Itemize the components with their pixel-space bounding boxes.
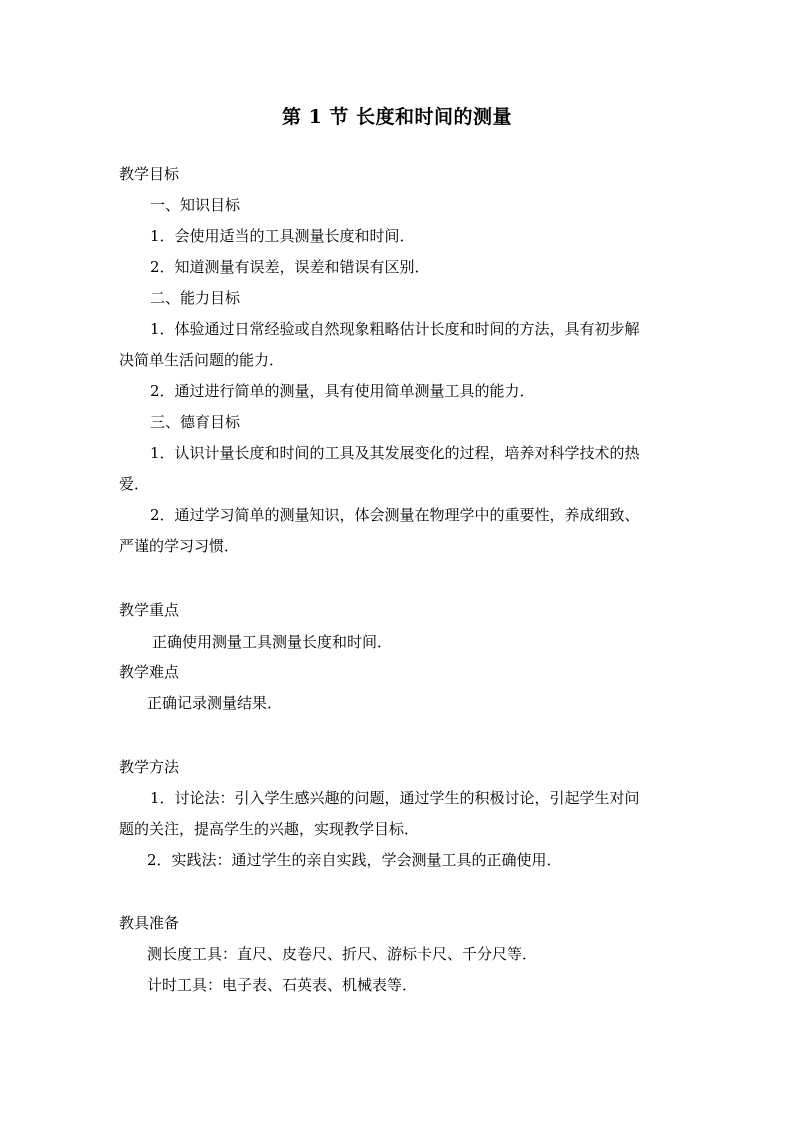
paragraph-line: 题的关注，提高学生的兴趣，实现教学目标．	[119, 820, 420, 838]
paragraph-line: 决简单生活问题的能力．	[119, 351, 285, 369]
section-heading-key-points: 教学重点	[119, 601, 180, 619]
subheading-moral: 三、德育目标	[150, 413, 241, 431]
paragraph-line: 计时工具：电子表、石英表、机械表等．	[147, 976, 418, 994]
paragraph-line: 2．实践法：通过学生的亲自实践，学会测量工具的正确使用．	[147, 851, 562, 869]
section-heading-methods: 教学方法	[119, 758, 180, 776]
paragraph-line: 正确记录测量结果．	[147, 694, 283, 712]
page-title: 第 1 节 长度和时间的测量	[281, 106, 513, 128]
section-heading-objectives: 教学目标	[119, 165, 180, 183]
paragraph-line: 2．知道测量有误差，误差和错误有区别．	[150, 258, 430, 276]
section-heading-teaching-aids: 教具准备	[119, 914, 180, 932]
section-heading-difficulties: 教学难点	[119, 663, 180, 681]
paragraph-line: 测长度工具：直尺、皮卷尺、折尺、游标卡尺、千分尺等．	[147, 945, 538, 963]
paragraph-line: 1．认识计量长度和时间的工具及其发展变化的过程，培养对科学技术的热	[150, 444, 640, 462]
paragraph-line: 1．讨论法：引入学生感兴趣的问题，通过学生的积极讨论，引起学生对问	[150, 789, 640, 807]
paragraph-line: 2．通过进行简单的测量，具有使用简单测量工具的能力．	[150, 382, 535, 400]
paragraph-line: 爱．	[119, 475, 150, 493]
paragraph-line: 1．体验通过日常经验或自然现象粗略估计长度和时间的方法，具有初步解	[150, 320, 640, 338]
paragraph-line: 正确使用测量工具测量长度和时间．	[152, 633, 393, 651]
paragraph-line: 1．会使用适当的工具测量长度和时间．	[150, 227, 415, 245]
subheading-ability: 二、能力目标	[150, 289, 241, 307]
paragraph-line: 2．通过学习简单的测量知识，体会测量在物理学中的重要性，养成细致、	[150, 506, 640, 524]
subheading-knowledge: 一、知识目标	[150, 196, 241, 214]
paragraph-line: 严谨的学习习惯．	[119, 537, 240, 555]
